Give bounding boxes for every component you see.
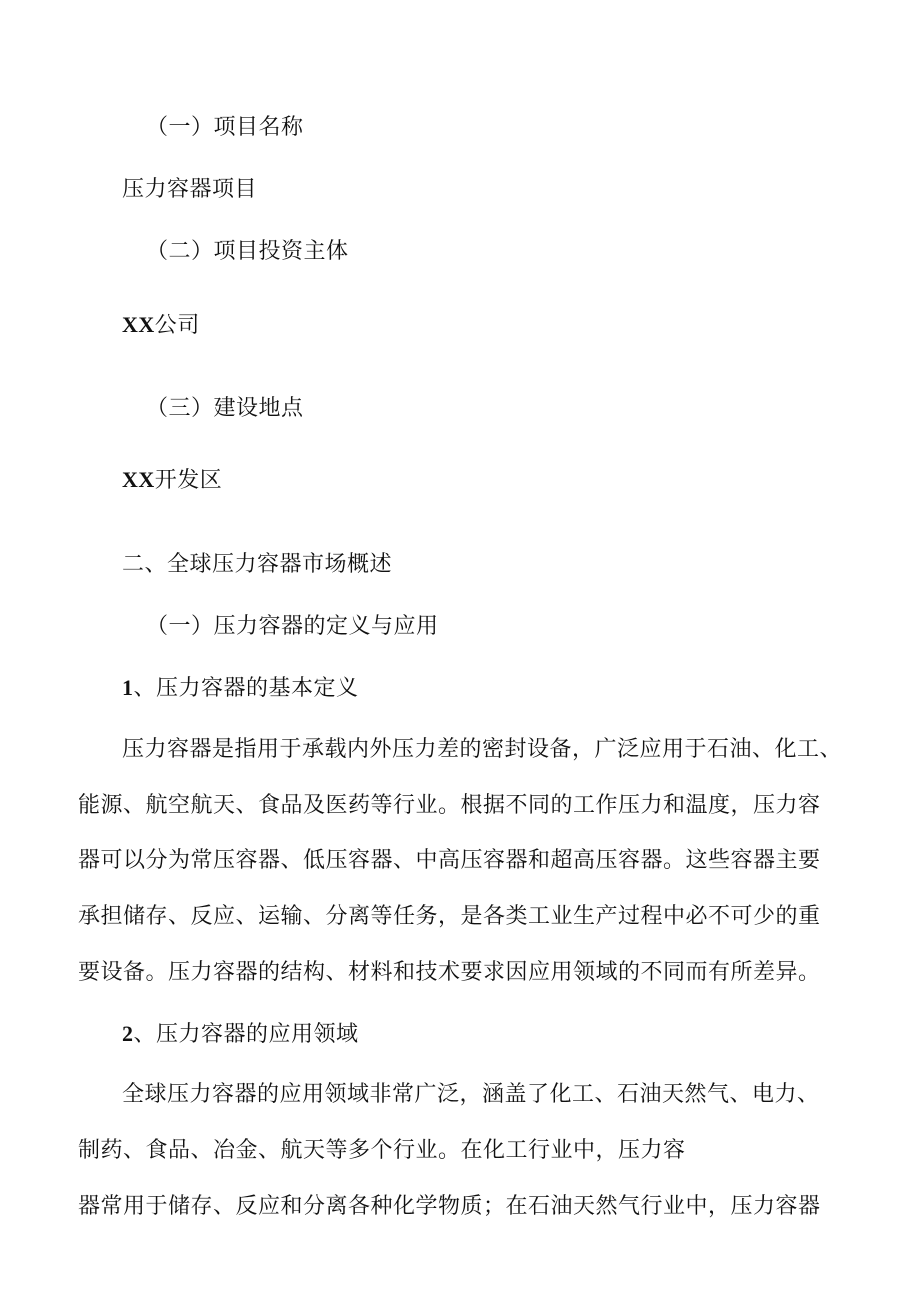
project-name-value: 压力容器项目 bbox=[122, 177, 258, 202]
subsection-1-title: （一）压力容器的定义与应用 bbox=[146, 614, 439, 639]
paragraph-2-line: 全球压力容器的应用领域非常广泛，涵盖了化工、石油天然气、电力、 bbox=[122, 1082, 820, 1107]
investor-suffix: 公司 bbox=[154, 313, 200, 338]
point-2-heading bbox=[122, 1019, 359, 1050]
point-2-label: 、压力容器的应用领域 bbox=[133, 1022, 359, 1047]
heading-investor: （二）项目投资主体 bbox=[146, 239, 349, 264]
point-1-label: 、压力容器的基本定义 bbox=[133, 676, 359, 701]
location-value bbox=[122, 465, 222, 496]
investor-prefix: XX bbox=[122, 312, 155, 337]
paragraph-1-line: 能源、航空航天、食品及医药等行业。根据不同的工作压力和温度，压力容 bbox=[78, 793, 821, 818]
paragraph-1-line: 压力容器是指用于承载内外压力差的密封设备，广泛应用于石油、化工、 bbox=[122, 737, 843, 762]
section-2-title: 二、全球压力容器市场概述 bbox=[122, 552, 393, 577]
paragraph-1-line: 器可以分为常压容器、低压容器、中高压容器和超高压容器。这些容器主要 bbox=[78, 848, 821, 873]
location-suffix: 开发区 bbox=[154, 468, 223, 493]
paragraph-1-line: 要设备。压力容器的结构、材料和技术要求因应用领域的不同而有所差异。 bbox=[78, 960, 821, 985]
point-1-heading bbox=[122, 673, 359, 704]
heading-location: （三）建设地点 bbox=[146, 396, 304, 421]
location-prefix: XX bbox=[122, 467, 155, 492]
paragraph-2-line: 器常用于储存、反应和分离各种化学物质；在石油天然气行业中，压力容器 bbox=[78, 1194, 821, 1219]
paragraph-1-line: 承担储存、反应、运输、分离等任务，是各类工业生产过程中必不可少的重 bbox=[78, 904, 821, 929]
investor-value bbox=[122, 310, 200, 341]
heading-project-name: （一）项目名称 bbox=[146, 115, 304, 140]
point-2-number: 2 bbox=[122, 1021, 134, 1046]
point-1-number: 1 bbox=[122, 675, 134, 700]
paragraph-2-line: 制药、食品、冶金、航天等多个行业。在化工行业中，压力容 bbox=[78, 1138, 686, 1163]
